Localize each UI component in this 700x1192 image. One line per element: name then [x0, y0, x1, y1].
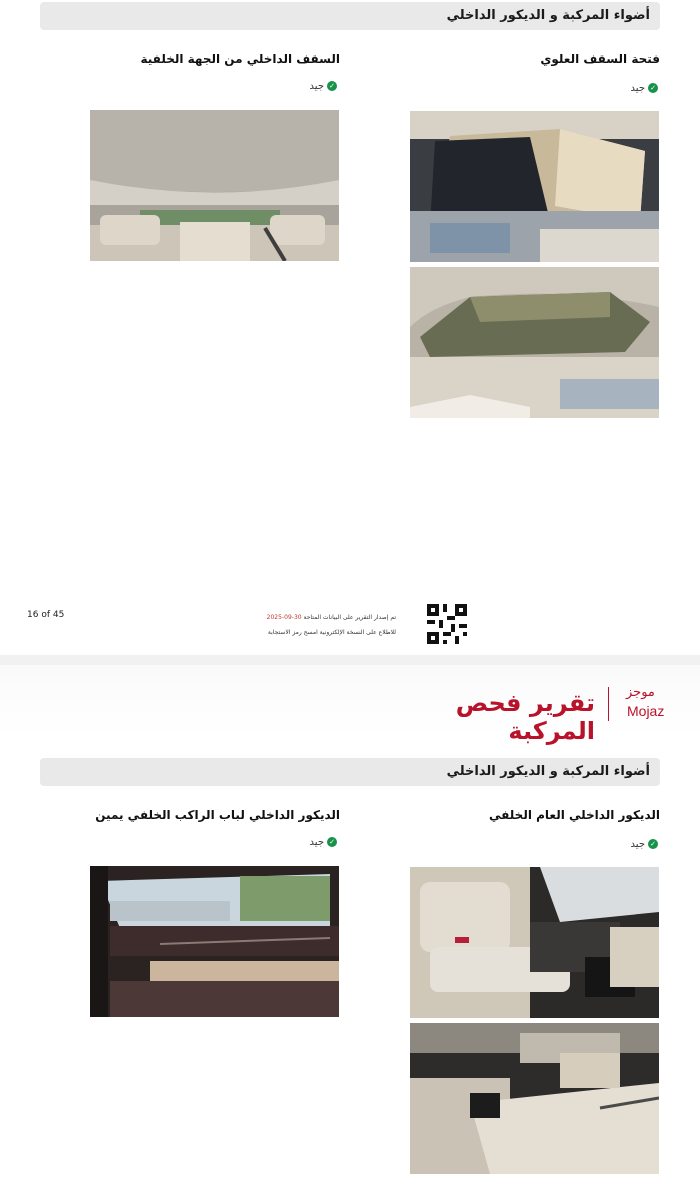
brand-divider: [608, 687, 609, 721]
brand-name-english: Mojaz: [627, 703, 665, 719]
status-label: جيد: [630, 83, 645, 94]
check-circle-icon: ✓: [327, 837, 337, 847]
status-label: جيد: [309, 81, 324, 92]
item-title-sunroof: فتحة السقف العلوي: [540, 52, 660, 66]
status-label: جيد: [309, 837, 324, 848]
page-number: 16 of 45: [27, 610, 65, 620]
rear-interior-photo-2: [410, 1023, 659, 1174]
check-circle-icon: ✓: [327, 81, 337, 91]
status-badge: [277, 81, 337, 92]
check-circle-icon: ✓: [648, 83, 658, 93]
footer-date: 30-09-2025: [266, 614, 302, 621]
sunroof-photo-2: [410, 267, 659, 418]
rear-headliner-photo: [90, 110, 339, 261]
report-page-17: [0, 665, 700, 1192]
item-title-rear-right-door: الديكور الداخلي لباب الراكب الخلفي يمين: [95, 808, 340, 822]
status-label: جيد: [630, 839, 645, 850]
footer-scan-text: للاطلاع على النسخة الإلكترونية امسح رمز الاستجابة: [267, 629, 396, 636]
sunroof-photo-1: [410, 111, 659, 262]
item-title-rear-interior: الديكور الداخلي العام الخلفي: [489, 808, 660, 822]
item-title-rear-headliner: السقف الداخلي من الجهة الخلفية: [140, 52, 340, 66]
section-header: [40, 2, 660, 30]
status-badge: [277, 837, 337, 848]
section-header: [40, 758, 660, 786]
page-separator: [0, 655, 700, 665]
brand-name-arabic: موجز: [626, 685, 655, 700]
status-badge: [598, 839, 658, 850]
check-circle-icon: ✓: [648, 839, 658, 849]
status-badge: [598, 83, 658, 94]
footer-issued-line: [216, 614, 396, 621]
rear-door-photo: [90, 866, 339, 1017]
section-title: أضواء المركبة و الديكور الداخلي: [446, 764, 650, 779]
qr-code-icon[interactable]: [427, 604, 467, 644]
section-title: أضواء المركبة و الديكور الداخلي: [446, 8, 650, 23]
footer-issued-text: تم إصدار التقرير على البيانات المتاحة: [303, 614, 396, 621]
report-header: [0, 665, 700, 735]
rear-interior-photo-1: [410, 867, 659, 1018]
report-title: تقرير فحص المركبة: [455, 689, 595, 745]
